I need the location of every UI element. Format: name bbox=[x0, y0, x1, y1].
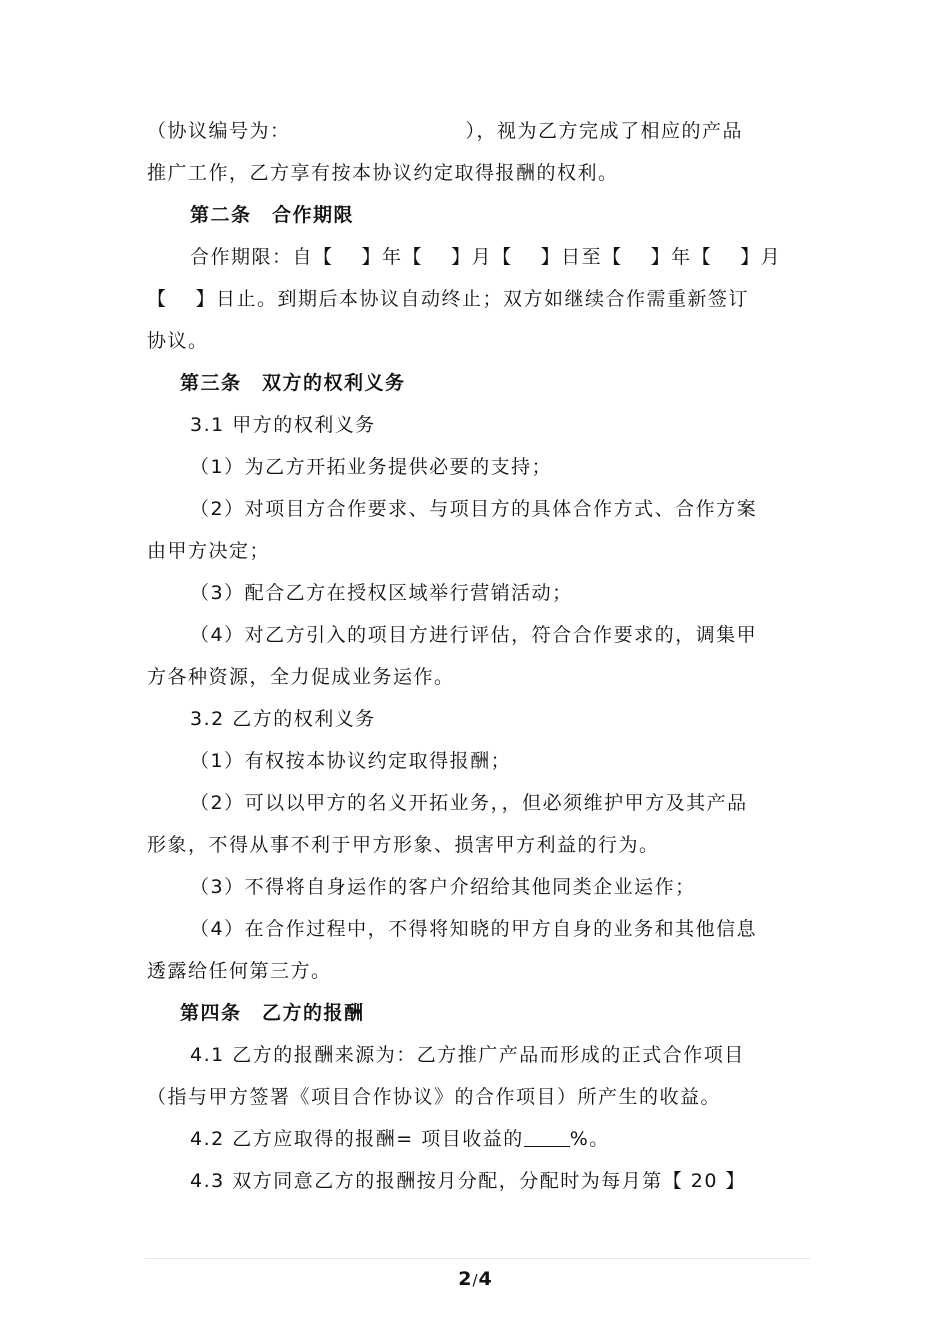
text-line: 协议。 bbox=[147, 330, 209, 352]
section-heading: 第四条 乙方的报酬 bbox=[180, 1002, 365, 1024]
text-segment: 4.2 乙方应取得的报酬= 项目收益的 bbox=[190, 1128, 524, 1150]
text-line: 推广工作，乙方享有按本协议约定取得报酬的权利。 bbox=[147, 162, 619, 184]
text-line: 合作期限：自【 】年【 】月【 】日至【 】年【 】月 bbox=[190, 246, 782, 268]
list-item: （1）为乙方开拓业务提供必要的支持； bbox=[190, 456, 553, 478]
text-line: 方各种资源，全力促成业务运作。 bbox=[147, 666, 455, 688]
current-page: 2 bbox=[458, 1268, 472, 1290]
text-segment: %。 bbox=[569, 1128, 610, 1150]
list-item: （3）配合乙方在授权区域举行营销活动； bbox=[190, 582, 573, 604]
text-line: （指与甲方签署《项目合作协议》的合作项目）所产生的收益。 bbox=[147, 1086, 722, 1108]
list-item: （1）有权按本协议约定取得报酬； bbox=[190, 750, 512, 772]
text-line: 形象，不得从事不利于甲方形象、损害甲方利益的行为。 bbox=[147, 834, 660, 856]
footer-divider bbox=[145, 1258, 810, 1259]
list-item: （2）可以以甲方的名义开拓业务，，但必须维护甲方及其产品 bbox=[190, 792, 748, 814]
list-item: （3）不得将自身运作的客户介绍给其他同类企业运作； bbox=[190, 876, 696, 898]
page-separator: / bbox=[472, 1271, 478, 1289]
list-item: （4）在合作过程中，不得将知晓的甲方自身的业务和其他信息 bbox=[190, 918, 758, 940]
page-number bbox=[0, 1266, 950, 1293]
subsection-heading: 3.1 甲方的权利义务 bbox=[190, 414, 376, 436]
section-heading: 第三条 双方的权利义务 bbox=[180, 372, 406, 394]
fill-in-blank bbox=[524, 1128, 570, 1147]
text-line: 由甲方决定； bbox=[147, 540, 271, 562]
text-line: 透露给任何第三方。 bbox=[147, 960, 332, 982]
list-item: （2）对项目方合作要求、与项目方的具体合作方式、合作方案 bbox=[190, 498, 758, 520]
subsection-heading: 3.2 乙方的权利义务 bbox=[190, 708, 376, 730]
total-pages: 4 bbox=[478, 1268, 492, 1290]
text-line: 【 】日止。到期后本协议自动终止；双方如继续合作需重新签订 bbox=[147, 288, 750, 310]
section-heading: 第二条 合作期限 bbox=[190, 204, 355, 226]
text-line: （协议编号为： ），视为乙方完成了相应的产品 bbox=[147, 120, 744, 142]
text-line: 4.3 双方同意乙方的报酬按月分配，分配时为每月第【 20 】 bbox=[190, 1170, 747, 1192]
text-line: 4.1 乙方的报酬来源为：乙方推广产品而形成的正式合作项目 bbox=[190, 1044, 745, 1066]
text-line bbox=[190, 1126, 610, 1152]
list-item: （4）对乙方引入的项目方进行评估，符合合作要求的，调集甲 bbox=[190, 624, 758, 646]
